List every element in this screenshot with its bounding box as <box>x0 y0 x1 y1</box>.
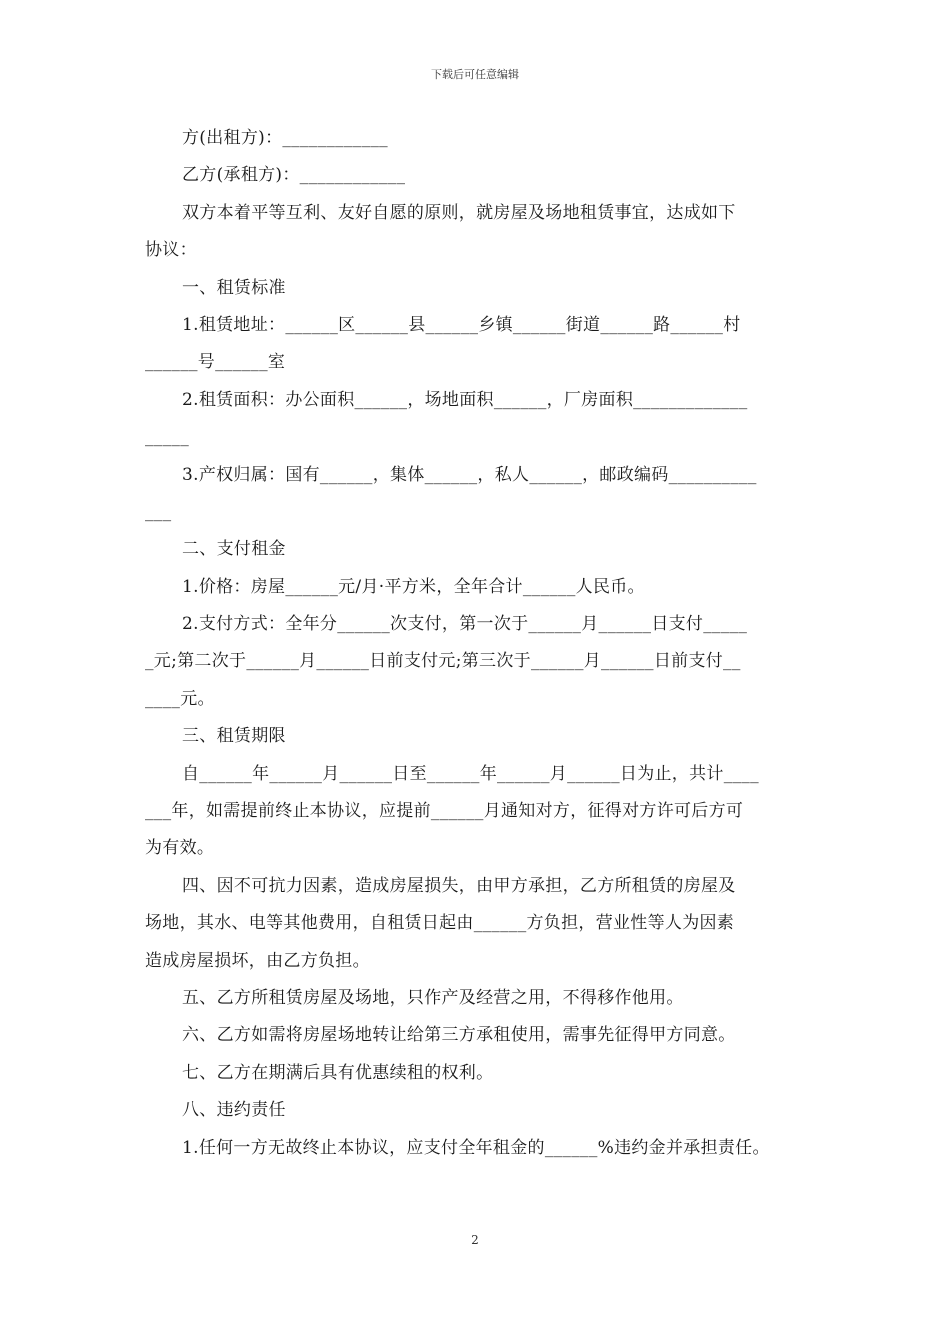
document-line: 2.支付方式：全年分______次支付，第一次于______月______日支付_____ <box>182 614 748 635</box>
document-line: 二、支付租金 <box>182 539 286 560</box>
document-line: 六、乙方如需将房屋场地转让给第三方承租使用，需事先征得甲方同意。 <box>182 1025 736 1046</box>
document-line: 乙方(承租方)：____________ <box>182 165 406 186</box>
document-line: 八、违约责任 <box>182 1100 286 1121</box>
document-line: ____元。 <box>145 688 215 709</box>
document-line: 七、乙方在期满后具有优惠续租的权利。 <box>182 1062 494 1083</box>
document-line: 三、租赁期限 <box>182 726 286 747</box>
document-line: 为有效。 <box>145 838 215 859</box>
document-line: 2.租赁面积：办公面积______，场地面积______，厂房面积_____________ <box>182 389 748 410</box>
page-header: 下载后可任意编辑 <box>431 68 519 81</box>
document-line: 五、乙方所租赁房屋及场地，只作产及经营之用，不得移作他用。 <box>182 987 684 1008</box>
document-line: 方(出租方)：____________ <box>182 128 388 148</box>
document-line: 场地，其水、电等其他费用，自租赁日起由______方负担，营业性等人为因素 <box>145 913 735 934</box>
document-line: 自______年______月______日至______年______月______日为止，共计____ <box>182 763 759 784</box>
document-line: 1.任何一方无故终止本协议，应支付全年租金的______%违约金并承担责任。 <box>182 1137 770 1158</box>
document-line: 3.产权归属：国有______，集体______，私人______，邮政编码__________ <box>182 464 757 485</box>
document-line: _元;第二次于______月______日前支付元;第三次于______月______日前支付__ <box>145 651 741 672</box>
document-line: ___ <box>145 501 172 522</box>
document-body <box>145 120 817 1167</box>
document-line: _____ <box>145 427 189 448</box>
document-line: 1.租赁地址：______区______县______乡镇______街道______路______村 <box>182 314 741 335</box>
document-line: ___年，如需提前终止本协议，应提前______月通知对方，征得对方许可后方可 <box>145 801 744 822</box>
document-line: 协议： <box>145 240 197 261</box>
page-number: 2 <box>471 1233 479 1247</box>
document-line: ______号______室 <box>145 352 286 373</box>
document-line: 造成房屋损坏，由乙方负担。 <box>145 950 370 971</box>
document-line: 双方本着平等互利、友好自愿的原则，就房屋及场地租赁事宜，达成如下 <box>182 202 736 223</box>
document-line: 四、因不可抗力因素，造成房屋损失，由甲方承担，乙方所租赁的房屋及 <box>182 875 736 896</box>
document-line: 一、租赁标准 <box>182 277 286 298</box>
document-line: 1.价格：房屋______元/月·平方米，全年合计______人民币。 <box>182 576 645 597</box>
